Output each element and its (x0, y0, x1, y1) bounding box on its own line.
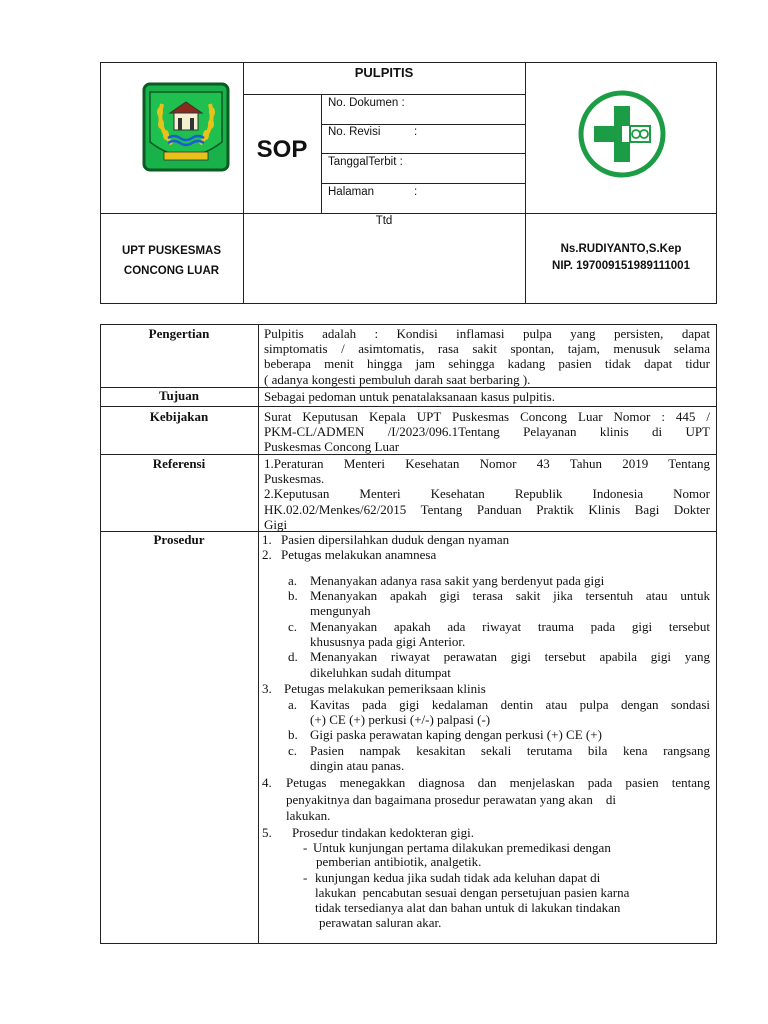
step-number: 1. (262, 532, 272, 547)
tujuan-text: Sebagai pedoman untuk penatalaksanaan kasus pulpitis. (264, 389, 555, 404)
kebijakan-text (264, 409, 710, 455)
bullet-dash: - (303, 870, 308, 885)
substep-text-cont: dingin atau panas. (310, 758, 405, 773)
meta-rule-2 (321, 153, 525, 154)
header-divider-left (243, 62, 244, 304)
referensi-line: 1.Peraturan Menteri Kesehatan Nomor 43 Tahun 2019 Tentang (264, 456, 710, 471)
pengertian-line: Pulpitis adalah : Kondisi inflamasi pulpa yang persisten, dapat (264, 326, 710, 341)
step-text-cont: lakukan. (286, 808, 331, 823)
step-number: 5. (262, 825, 272, 840)
puskesmas-logo-icon (578, 90, 666, 178)
step-text: Pasien dipersilahkan duduk dengan nyaman (281, 532, 510, 547)
referensi-line: 2.Keputusan Menteri Kesehatan Republik Indonesia Nomor (264, 486, 710, 502)
pengertian-line: ( adanya kongesti pembuluh darah saat berbaring ). (264, 371, 531, 387)
substep-text-cont: (+) CE (+) perkusi (+/-) palpasi (-) (310, 712, 491, 727)
referensi-label: Referensi (152, 456, 206, 471)
document-title: PULPITIS (354, 65, 414, 80)
substep-letter: d. (288, 649, 298, 664)
bullet-text-cont: lakukan pencabutan sesuai dengan persetujuan pasien karna (315, 885, 630, 900)
step-number: 2. (262, 547, 272, 562)
signer-name: Ns.RUDIYANTO,S.Kep (560, 243, 682, 255)
step-number: 3. (262, 681, 272, 696)
substep-text: Menanyakan riwayat perawatan gigi tersebut apabila gigi yang (310, 649, 710, 664)
substep-text: Menanyakan apakah ada riwayat trauma pada gigi tersebut (310, 619, 710, 634)
step-text-cont: penyakitnya dan bagaimana prosedur perawatan yang akan di (286, 792, 616, 807)
org-name (100, 241, 243, 281)
body-divider (258, 324, 259, 944)
no-dokumen-label: No. Dokumen : (328, 97, 405, 109)
substep-text-cont: khususnya pada gigi Anterior. (310, 634, 466, 649)
kebijakan-line: Puskesmas Concong Luar (264, 439, 400, 455)
substep-text: Menanyakan apakah gigi terasa sakit jika tersentuh atau untuk (310, 588, 710, 603)
prosedur-label: Prosedur (153, 532, 205, 547)
substep-letter: a. (288, 573, 298, 588)
substep-text: Kavitas pada gigi kedalaman dentin atau pulpa dengan sondasi (310, 697, 710, 712)
referensi-line: Gigi (264, 516, 288, 532)
bullet-dash: - (303, 840, 308, 855)
step-text: Petugas menegakkan diagnosa dan menjelaskan pada pasien tentang (286, 775, 710, 790)
substep-letter: b. (288, 727, 298, 742)
signer-nip: NIP. 197009151989111001 (552, 260, 690, 272)
bullet-text-cont: tidak tersedianya alat dan bahan untuk di lakukan tindakan (315, 900, 621, 915)
substep-text-cont: dikeluhkan sudah ditumpat (310, 665, 451, 680)
kebijakan-label: Kebijakan (149, 409, 209, 424)
bullet-text-cont: pemberian antibiotik, analgetik. (316, 854, 482, 869)
tujuan-label: Tujuan (159, 388, 199, 403)
org-line-1: UPT PUSKESMAS (121, 245, 222, 257)
meta-rule-1 (321, 124, 525, 125)
pengertian-line: simptomatis / asimtomatis, rasa sakit spontan, tajam, menusuk selama (264, 341, 710, 357)
halaman-colon: : (414, 186, 418, 198)
substep-letter: a. (288, 697, 298, 712)
signature-label: Ttd (375, 215, 393, 227)
pengertian-label: Pengertian (148, 326, 210, 341)
pengertian-line: beberapa menit hingga jam sehingga kadang pasien tidak dapat tidur (264, 356, 710, 372)
sop-label: SOP (256, 136, 308, 163)
substep-text-cont: mengunyah (310, 603, 371, 618)
meta-rule-3 (321, 183, 525, 184)
pengertian-text (264, 326, 710, 387)
referensi-text (264, 456, 710, 532)
no-revisi-label: No. Revisi (328, 126, 381, 138)
substep-text: Gigi paska perawatan kaping dengan perkusi (+) CE (+) (310, 727, 602, 742)
bullet-text: kunjungan kedua jika sudah tidak ada keluhan dapat di (315, 870, 601, 885)
substep-text: Pasien nampak kesakitan sekali terutama bila kena rangsang (310, 743, 710, 758)
step-text: Prosedur tindakan kedokteran gigi. (292, 825, 474, 840)
substep-letter: c. (288, 619, 298, 634)
kebijakan-line: PKM-CL/ADMEN /I/2023/096.1Tentang Pelayanan klinis di UPT (264, 424, 710, 440)
step-text: Petugas melakukan anamnesa (281, 547, 437, 562)
regency-emblem-icon (142, 82, 230, 172)
signer-block (525, 241, 717, 275)
kebijakan-line: Surat Keputusan Kepala UPT Puskesmas Concong Luar Nomor : 445 / (264, 409, 710, 424)
referensi-line: Puskesmas. (264, 471, 325, 487)
header-bottom-rule (100, 213, 717, 214)
substep-letter: c. (288, 743, 298, 758)
header-title-rule (243, 94, 525, 95)
tanggal-terbit-label: TanggalTerbit : (328, 156, 403, 168)
referensi-line: HK.02.02/Menkes/62/2015 Tentang Panduan Praktik Klinis Bagi Dokter (264, 501, 710, 517)
step-text: Petugas melakukan pemeriksaan klinis (284, 681, 486, 696)
halaman-label: Halaman (328, 186, 375, 198)
substep-text: Menanyakan adanya rasa sakit yang berdenyut pada gigi (310, 573, 605, 588)
step-number: 4. (262, 775, 272, 790)
no-revisi-colon: : (414, 126, 418, 138)
bullet-text-cont: perawatan saluran akar. (319, 915, 442, 930)
org-line-2: CONCONG LUAR (123, 265, 220, 277)
body-rule-2 (100, 406, 717, 407)
substep-letter: b. (288, 588, 298, 603)
bullet-text: Untuk kunjungan pertama dilakukan premedikasi dengan (313, 840, 611, 855)
